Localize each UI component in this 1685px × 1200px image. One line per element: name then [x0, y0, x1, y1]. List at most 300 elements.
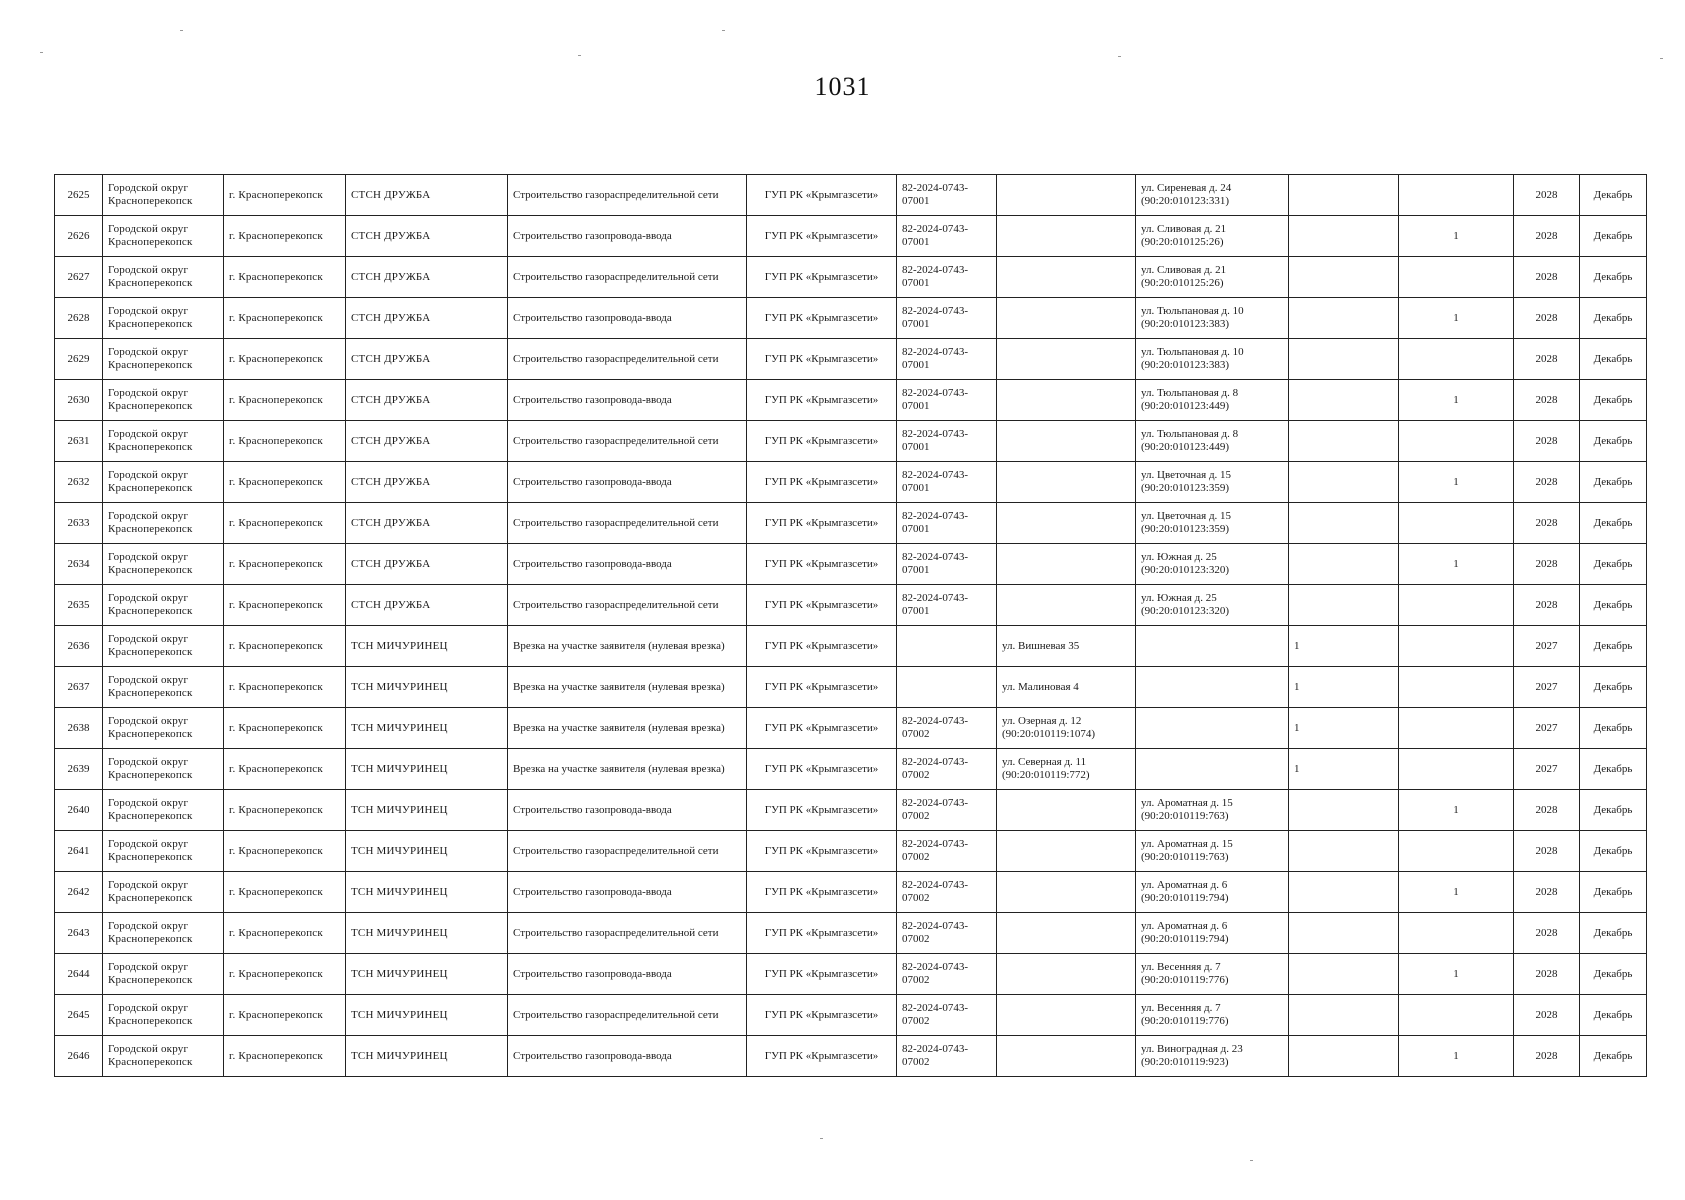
work-type-cell: Строительство газораспределительной сети — [508, 339, 747, 380]
society-cell: ТСН МИЧУРИНЕЦ — [346, 667, 508, 708]
year-cell: 2028 — [1514, 257, 1580, 298]
year-cell: 2028 — [1514, 831, 1580, 872]
city-cell: г. Красноперекопск — [224, 216, 346, 257]
society-cell: СТСН ДРУЖБА — [346, 462, 508, 503]
quantity-cell-b — [1399, 339, 1514, 380]
row-number: 2639 — [55, 749, 103, 790]
spec-code-cell: 82-2024-0743-07001 — [897, 257, 997, 298]
row-number: 2635 — [55, 585, 103, 626]
address-cell-b: ул. Ароматная д. 15 (90:20:010119:763) — [1136, 831, 1289, 872]
address-cell-b: ул. Весенняя д. 7 (90:20:010119:776) — [1136, 995, 1289, 1036]
city-cell: г. Красноперекопск — [224, 503, 346, 544]
month-cell: Декабрь — [1580, 708, 1647, 749]
scan-speck — [722, 30, 725, 31]
spec-code-cell: 82-2024-0743-07002 — [897, 1036, 997, 1077]
spec-code-cell: 82-2024-0743-07001 — [897, 503, 997, 544]
operator-cell: ГУП РК «Крымгазсети» — [747, 790, 897, 831]
work-type-cell: Врезка на участке заявителя (нулевая врезка) — [508, 749, 747, 790]
work-type-cell: Строительство газопровода-ввода — [508, 298, 747, 339]
society-cell: ТСН МИЧУРИНЕЦ — [346, 790, 508, 831]
spec-code-cell: 82-2024-0743-07002 — [897, 708, 997, 749]
month-cell: Декабрь — [1580, 913, 1647, 954]
operator-cell: ГУП РК «Крымгазсети» — [747, 913, 897, 954]
city-cell: г. Красноперекопск — [224, 175, 346, 216]
month-cell: Декабрь — [1580, 585, 1647, 626]
operator-cell: ГУП РК «Крымгазсети» — [747, 995, 897, 1036]
address-cell-a: ул. Вишневая 35 — [997, 626, 1136, 667]
table-row — [55, 380, 1647, 421]
spec-code-cell: 82-2024-0743-07002 — [897, 995, 997, 1036]
address-cell-b — [1136, 667, 1289, 708]
page-number: 1031 — [814, 72, 871, 101]
district-cell: Городской округ Красноперекопск — [103, 298, 224, 339]
district-cell: Городской округ Красноперекопск — [103, 503, 224, 544]
month-cell: Декабрь — [1580, 462, 1647, 503]
month-cell: Декабрь — [1580, 749, 1647, 790]
city-cell: г. Красноперекопск — [224, 626, 346, 667]
work-type-cell: Строительство газопровода-ввода — [508, 872, 747, 913]
month-cell: Декабрь — [1580, 380, 1647, 421]
row-number: 2646 — [55, 1036, 103, 1077]
quantity-cell-b — [1399, 503, 1514, 544]
work-type-cell: Строительство газопровода-ввода — [508, 790, 747, 831]
address-cell-a — [997, 462, 1136, 503]
address-cell-a — [997, 257, 1136, 298]
table-row — [55, 626, 1647, 667]
address-cell-a — [997, 585, 1136, 626]
district-cell: Городской округ Красноперекопск — [103, 544, 224, 585]
spec-code-cell: 82-2024-0743-07001 — [897, 339, 997, 380]
scan-speck — [578, 55, 581, 56]
month-cell: Декабрь — [1580, 626, 1647, 667]
society-cell: СТСН ДРУЖБА — [346, 421, 508, 462]
district-cell: Городской округ Красноперекопск — [103, 749, 224, 790]
address-cell-b: ул. Тюльпановая д. 8 (90:20:010123:449) — [1136, 380, 1289, 421]
year-cell: 2028 — [1514, 872, 1580, 913]
month-cell: Декабрь — [1580, 872, 1647, 913]
address-cell-a — [997, 339, 1136, 380]
city-cell: г. Красноперекопск — [224, 667, 346, 708]
operator-cell: ГУП РК «Крымгазсети» — [747, 626, 897, 667]
work-type-cell: Строительство газопровода-ввода — [508, 216, 747, 257]
operator-cell: ГУП РК «Крымгазсети» — [747, 831, 897, 872]
scan-speck — [1250, 1160, 1253, 1161]
year-cell: 2028 — [1514, 462, 1580, 503]
work-type-cell: Строительство газораспределительной сети — [508, 831, 747, 872]
quantity-cell-a: 1 — [1289, 708, 1399, 749]
operator-cell: ГУП РК «Крымгазсети» — [747, 954, 897, 995]
spec-code-cell: 82-2024-0743-07002 — [897, 749, 997, 790]
address-cell-a — [997, 831, 1136, 872]
quantity-cell-b — [1399, 257, 1514, 298]
year-cell: 2028 — [1514, 913, 1580, 954]
district-cell: Городской округ Красноперекопск — [103, 257, 224, 298]
spec-code-cell — [897, 667, 997, 708]
district-cell: Городской округ Красноперекопск — [103, 380, 224, 421]
table-row — [55, 257, 1647, 298]
address-cell-a — [997, 954, 1136, 995]
quantity-cell-a — [1289, 257, 1399, 298]
spec-code-cell — [897, 626, 997, 667]
address-cell-b: ул. Ароматная д. 6 (90:20:010119:794) — [1136, 872, 1289, 913]
address-cell-a — [997, 544, 1136, 585]
operator-cell: ГУП РК «Крымгазсети» — [747, 708, 897, 749]
operator-cell: ГУП РК «Крымгазсети» — [747, 544, 897, 585]
address-cell-a — [997, 503, 1136, 544]
quantity-cell-a — [1289, 298, 1399, 339]
row-number: 2625 — [55, 175, 103, 216]
city-cell: г. Красноперекопск — [224, 585, 346, 626]
row-number: 2641 — [55, 831, 103, 872]
operator-cell: ГУП РК «Крымгазсети» — [747, 749, 897, 790]
year-cell: 2028 — [1514, 995, 1580, 1036]
district-cell: Городской округ Красноперекопск — [103, 872, 224, 913]
month-cell: Декабрь — [1580, 503, 1647, 544]
address-cell-a — [997, 216, 1136, 257]
month-cell: Декабрь — [1580, 1036, 1647, 1077]
registry-table-wrap — [54, 174, 1646, 1077]
table-row — [55, 790, 1647, 831]
quantity-cell-a: 1 — [1289, 667, 1399, 708]
address-cell-b: ул. Ароматная д. 6 (90:20:010119:794) — [1136, 913, 1289, 954]
quantity-cell-b: 1 — [1399, 298, 1514, 339]
city-cell: г. Красноперекопск — [224, 380, 346, 421]
work-type-cell: Строительство газораспределительной сети — [508, 175, 747, 216]
row-number: 2640 — [55, 790, 103, 831]
society-cell: СТСН ДРУЖБА — [346, 257, 508, 298]
district-cell: Городской округ Красноперекопск — [103, 626, 224, 667]
quantity-cell-b: 1 — [1399, 790, 1514, 831]
table-row — [55, 872, 1647, 913]
address-cell-b: ул. Цветочная д. 15 (90:20:010123:359) — [1136, 503, 1289, 544]
address-cell-a — [997, 913, 1136, 954]
society-cell: СТСН ДРУЖБА — [346, 503, 508, 544]
month-cell: Декабрь — [1580, 421, 1647, 462]
district-cell: Городской округ Красноперекопск — [103, 708, 224, 749]
row-number: 2643 — [55, 913, 103, 954]
district-cell: Городской округ Красноперекопск — [103, 790, 224, 831]
spec-code-cell: 82-2024-0743-07002 — [897, 831, 997, 872]
society-cell: СТСН ДРУЖБА — [346, 216, 508, 257]
operator-cell: ГУП РК «Крымгазсети» — [747, 175, 897, 216]
society-cell: ТСН МИЧУРИНЕЦ — [346, 995, 508, 1036]
operator-cell: ГУП РК «Крымгазсети» — [747, 257, 897, 298]
address-cell-a — [997, 1036, 1136, 1077]
quantity-cell-a — [1289, 913, 1399, 954]
scan-speck — [820, 1138, 823, 1139]
work-type-cell: Строительство газораспределительной сети — [508, 995, 747, 1036]
address-cell-b: ул. Южная д. 25 (90:20:010123:320) — [1136, 585, 1289, 626]
row-number: 2645 — [55, 995, 103, 1036]
city-cell: г. Красноперекопск — [224, 1036, 346, 1077]
city-cell: г. Красноперекопск — [224, 257, 346, 298]
table-row — [55, 339, 1647, 380]
district-cell: Городской округ Красноперекопск — [103, 913, 224, 954]
quantity-cell-b: 1 — [1399, 954, 1514, 995]
operator-cell: ГУП РК «Крымгазсети» — [747, 462, 897, 503]
table-row — [55, 544, 1647, 585]
society-cell: ТСН МИЧУРИНЕЦ — [346, 954, 508, 995]
society-cell: ТСН МИЧУРИНЕЦ — [346, 1036, 508, 1077]
society-cell: СТСН ДРУЖБА — [346, 544, 508, 585]
table-row — [55, 995, 1647, 1036]
month-cell: Декабрь — [1580, 954, 1647, 995]
city-cell: г. Красноперекопск — [224, 995, 346, 1036]
table-row — [55, 216, 1647, 257]
row-number: 2632 — [55, 462, 103, 503]
year-cell: 2028 — [1514, 216, 1580, 257]
work-type-cell: Строительство газопровода-ввода — [508, 954, 747, 995]
society-cell: ТСН МИЧУРИНЕЦ — [346, 708, 508, 749]
operator-cell: ГУП РК «Крымгазсети» — [747, 585, 897, 626]
work-type-cell: Строительство газопровода-ввода — [508, 1036, 747, 1077]
quantity-cell-a — [1289, 954, 1399, 995]
spec-code-cell: 82-2024-0743-07001 — [897, 462, 997, 503]
quantity-cell-a — [1289, 790, 1399, 831]
spec-code-cell: 82-2024-0743-07001 — [897, 380, 997, 421]
row-number: 2627 — [55, 257, 103, 298]
address-cell-a — [997, 872, 1136, 913]
operator-cell: ГУП РК «Крымгазсети» — [747, 421, 897, 462]
address-cell-a — [997, 175, 1136, 216]
table-row — [55, 421, 1647, 462]
quantity-cell-a — [1289, 462, 1399, 503]
table-row — [55, 667, 1647, 708]
address-cell-a — [997, 421, 1136, 462]
address-cell-b: ул. Ароматная д. 15 (90:20:010119:763) — [1136, 790, 1289, 831]
city-cell: г. Красноперекопск — [224, 872, 346, 913]
quantity-cell-a — [1289, 421, 1399, 462]
city-cell: г. Красноперекопск — [224, 339, 346, 380]
quantity-cell-b: 1 — [1399, 544, 1514, 585]
registry-table — [54, 174, 1647, 1077]
quantity-cell-a — [1289, 175, 1399, 216]
work-type-cell: Строительство газораспределительной сети — [508, 421, 747, 462]
month-cell: Декабрь — [1580, 339, 1647, 380]
year-cell: 2028 — [1514, 790, 1580, 831]
address-cell-a: ул. Малиновая 4 — [997, 667, 1136, 708]
quantity-cell-b — [1399, 626, 1514, 667]
address-cell-a: ул. Северная д. 11 (90:20:010119:772) — [997, 749, 1136, 790]
operator-cell: ГУП РК «Крымгазсети» — [747, 380, 897, 421]
quantity-cell-a — [1289, 380, 1399, 421]
table-row — [55, 913, 1647, 954]
society-cell: СТСН ДРУЖБА — [346, 380, 508, 421]
spec-code-cell: 82-2024-0743-07002 — [897, 790, 997, 831]
year-cell: 2028 — [1514, 585, 1580, 626]
row-number: 2630 — [55, 380, 103, 421]
quantity-cell-b — [1399, 708, 1514, 749]
table-row — [55, 298, 1647, 339]
row-number: 2629 — [55, 339, 103, 380]
district-cell: Городской округ Красноперекопск — [103, 1036, 224, 1077]
quantity-cell-b — [1399, 913, 1514, 954]
district-cell: Городской округ Красноперекопск — [103, 216, 224, 257]
district-cell: Городской округ Красноперекопск — [103, 667, 224, 708]
quantity-cell-a: 1 — [1289, 749, 1399, 790]
city-cell: г. Красноперекопск — [224, 421, 346, 462]
scan-speck — [40, 52, 43, 53]
table-row — [55, 175, 1647, 216]
quantity-cell-b — [1399, 831, 1514, 872]
address-cell-a — [997, 380, 1136, 421]
table-row — [55, 708, 1647, 749]
quantity-cell-b: 1 — [1399, 380, 1514, 421]
spec-code-cell: 82-2024-0743-07002 — [897, 913, 997, 954]
row-number: 2626 — [55, 216, 103, 257]
work-type-cell: Строительство газораспределительной сети — [508, 585, 747, 626]
district-cell: Городской округ Красноперекопск — [103, 585, 224, 626]
address-cell-a — [997, 790, 1136, 831]
quantity-cell-a — [1289, 995, 1399, 1036]
table-row — [55, 831, 1647, 872]
month-cell: Декабрь — [1580, 544, 1647, 585]
society-cell: СТСН ДРУЖБА — [346, 298, 508, 339]
quantity-cell-a — [1289, 585, 1399, 626]
city-cell: г. Красноперекопск — [224, 954, 346, 995]
city-cell: г. Красноперекопск — [224, 790, 346, 831]
row-number: 2637 — [55, 667, 103, 708]
city-cell: г. Красноперекопск — [224, 298, 346, 339]
city-cell: г. Красноперекопск — [224, 913, 346, 954]
quantity-cell-b — [1399, 421, 1514, 462]
year-cell: 2028 — [1514, 175, 1580, 216]
month-cell: Декабрь — [1580, 298, 1647, 339]
address-cell-b: ул. Тюльпановая д. 10 (90:20:010123:383) — [1136, 339, 1289, 380]
city-cell: г. Красноперекопск — [224, 749, 346, 790]
year-cell: 2028 — [1514, 339, 1580, 380]
spec-code-cell: 82-2024-0743-07001 — [897, 585, 997, 626]
quantity-cell-a — [1289, 1036, 1399, 1077]
quantity-cell-b — [1399, 585, 1514, 626]
operator-cell: ГУП РК «Крымгазсети» — [747, 216, 897, 257]
spec-code-cell: 82-2024-0743-07001 — [897, 216, 997, 257]
address-cell-b — [1136, 749, 1289, 790]
spec-code-cell: 82-2024-0743-07001 — [897, 298, 997, 339]
quantity-cell-a — [1289, 831, 1399, 872]
year-cell: 2027 — [1514, 708, 1580, 749]
district-cell: Городской округ Красноперекопск — [103, 175, 224, 216]
quantity-cell-a — [1289, 339, 1399, 380]
city-cell: г. Красноперекопск — [224, 831, 346, 872]
work-type-cell: Врезка на участке заявителя (нулевая врезка) — [508, 626, 747, 667]
district-cell: Городской округ Красноперекопск — [103, 339, 224, 380]
table-body — [55, 175, 1647, 1077]
year-cell: 2028 — [1514, 380, 1580, 421]
quantity-cell-a — [1289, 544, 1399, 585]
quantity-cell-b: 1 — [1399, 216, 1514, 257]
quantity-cell-b: 1 — [1399, 1036, 1514, 1077]
year-cell: 2027 — [1514, 749, 1580, 790]
address-cell-a: ул. Озерная д. 12 (90:20:010119:1074) — [997, 708, 1136, 749]
row-number: 2633 — [55, 503, 103, 544]
city-cell: г. Красноперекопск — [224, 462, 346, 503]
spec-code-cell: 82-2024-0743-07001 — [897, 544, 997, 585]
society-cell: ТСН МИЧУРИНЕЦ — [346, 872, 508, 913]
row-number: 2636 — [55, 626, 103, 667]
work-type-cell: Врезка на участке заявителя (нулевая врезка) — [508, 708, 747, 749]
address-cell-b: ул. Сиреневая д. 24 (90:20:010123:331) — [1136, 175, 1289, 216]
scan-speck — [180, 30, 183, 31]
row-number: 2644 — [55, 954, 103, 995]
work-type-cell: Врезка на участке заявителя (нулевая врезка) — [508, 667, 747, 708]
operator-cell: ГУП РК «Крымгазсети» — [747, 298, 897, 339]
address-cell-b — [1136, 708, 1289, 749]
quantity-cell-a — [1289, 503, 1399, 544]
work-type-cell: Строительство газораспределительной сети — [508, 503, 747, 544]
year-cell: 2028 — [1514, 503, 1580, 544]
work-type-cell: Строительство газопровода-ввода — [508, 462, 747, 503]
operator-cell: ГУП РК «Крымгазсети» — [747, 1036, 897, 1077]
month-cell: Декабрь — [1580, 995, 1647, 1036]
month-cell: Декабрь — [1580, 790, 1647, 831]
table-row — [55, 749, 1647, 790]
quantity-cell-b — [1399, 749, 1514, 790]
society-cell: ТСН МИЧУРИНЕЦ — [346, 831, 508, 872]
month-cell: Декабрь — [1580, 175, 1647, 216]
quantity-cell-a — [1289, 872, 1399, 913]
spec-code-cell: 82-2024-0743-07001 — [897, 421, 997, 462]
table-row — [55, 503, 1647, 544]
quantity-cell-a: 1 — [1289, 626, 1399, 667]
year-cell: 2028 — [1514, 1036, 1580, 1077]
work-type-cell: Строительство газораспределительной сети — [508, 913, 747, 954]
table-row — [55, 954, 1647, 995]
quantity-cell-a — [1289, 216, 1399, 257]
quantity-cell-b — [1399, 175, 1514, 216]
year-cell: 2028 — [1514, 954, 1580, 995]
year-cell: 2028 — [1514, 421, 1580, 462]
address-cell-b: ул. Виноградная д. 23 (90:20:010119:923) — [1136, 1036, 1289, 1077]
city-cell: г. Красноперекопск — [224, 544, 346, 585]
quantity-cell-b: 1 — [1399, 872, 1514, 913]
table-row — [55, 585, 1647, 626]
district-cell: Городской округ Красноперекопск — [103, 831, 224, 872]
quantity-cell-b: 1 — [1399, 462, 1514, 503]
city-cell: г. Красноперекопск — [224, 708, 346, 749]
address-cell-b: ул. Весенняя д. 7 (90:20:010119:776) — [1136, 954, 1289, 995]
district-cell: Городской округ Красноперекопск — [103, 462, 224, 503]
operator-cell: ГУП РК «Крымгазсети» — [747, 667, 897, 708]
year-cell: 2027 — [1514, 626, 1580, 667]
address-cell-b: ул. Сливовая д. 21 (90:20:010125:26) — [1136, 257, 1289, 298]
scan-speck — [1118, 56, 1121, 57]
table-row — [55, 1036, 1647, 1077]
month-cell: Декабрь — [1580, 667, 1647, 708]
year-cell: 2028 — [1514, 544, 1580, 585]
district-cell: Городской округ Красноперекопск — [103, 995, 224, 1036]
row-number: 2638 — [55, 708, 103, 749]
work-type-cell: Строительство газопровода-ввода — [508, 380, 747, 421]
year-cell: 2027 — [1514, 667, 1580, 708]
spec-code-cell: 82-2024-0743-07002 — [897, 872, 997, 913]
address-cell-a — [997, 298, 1136, 339]
spec-code-cell: 82-2024-0743-07001 — [897, 175, 997, 216]
society-cell: ТСН МИЧУРИНЕЦ — [346, 749, 508, 790]
work-type-cell: Строительство газораспределительной сети — [508, 257, 747, 298]
district-cell: Городской округ Красноперекопск — [103, 954, 224, 995]
address-cell-b: ул. Тюльпановая д. 10 (90:20:010123:383) — [1136, 298, 1289, 339]
month-cell: Декабрь — [1580, 831, 1647, 872]
spec-code-cell: 82-2024-0743-07002 — [897, 954, 997, 995]
society-cell: СТСН ДРУЖБА — [346, 585, 508, 626]
society-cell: ТСН МИЧУРИНЕЦ — [346, 913, 508, 954]
operator-cell: ГУП РК «Крымгазсети» — [747, 503, 897, 544]
society-cell: СТСН ДРУЖБА — [346, 175, 508, 216]
year-cell: 2028 — [1514, 298, 1580, 339]
row-number: 2628 — [55, 298, 103, 339]
work-type-cell: Строительство газопровода-ввода — [508, 544, 747, 585]
